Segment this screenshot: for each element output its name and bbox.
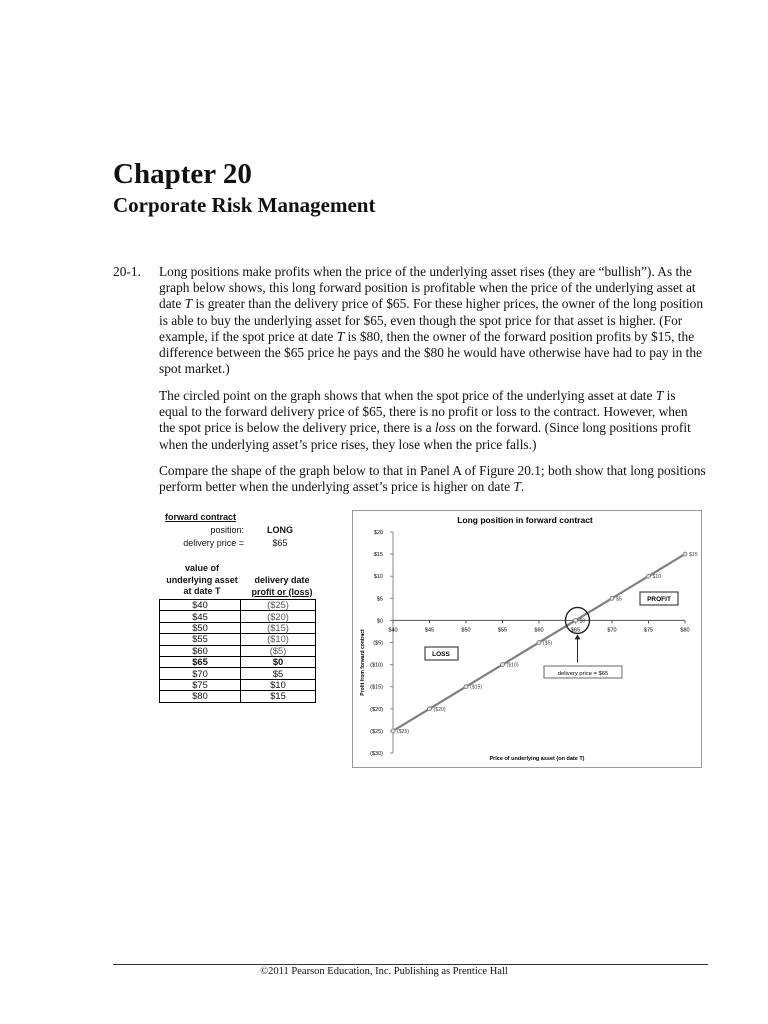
x-tick-label: $40 (388, 627, 398, 634)
footer-text: ©2011 Pearson Education, Inc. Publishing as Prentice Hall (260, 966, 508, 977)
paragraph-2: The circled point on the graph shows that when the spot price of the underlying asset at date T is equal to the forward delivery price of $65, there is no profit or loss to the contract. However, when the spot price is below the delivery price, there is a loss on the forward. (Since long positions profit when the underlying asset’s price rises, they lose when the price falls.) (159, 388, 691, 452)
y-tick-label: $5 (376, 596, 383, 603)
y-tick-label: ($30) (370, 751, 383, 757)
table-row: $75 $10 (160, 679, 316, 690)
data-point (537, 641, 541, 645)
col1-header: value of underlying asset at date T (166, 563, 238, 596)
x-axis-label: Price of underlying asset (on date T) (489, 756, 585, 762)
table-row: $55 ($10) (160, 634, 316, 645)
table-row: $70 $5 (160, 668, 316, 679)
question-number: 20-1. (113, 264, 141, 279)
x-tick-label: $70 (607, 627, 617, 634)
table-row: $50 ($15) (160, 622, 316, 633)
data-label: $15 (689, 552, 698, 559)
table-row: $60 ($5) (160, 645, 316, 656)
delivery-box-label: delivery price = $65 (557, 671, 609, 677)
x-tick-label: $65 (570, 627, 581, 634)
chart-svg (353, 511, 703, 769)
data-point (464, 685, 468, 689)
data-point (501, 663, 505, 667)
data-label: ($10) (506, 662, 519, 669)
y-tick-label: $20 (373, 530, 383, 536)
delivery-label: delivery price = (183, 538, 244, 548)
data-label: $0 (579, 618, 586, 625)
y-tick-label: ($20) (370, 706, 383, 713)
chapter-subtitle: Corporate Risk Management (113, 193, 376, 217)
delivery-arrow-head (575, 634, 581, 639)
data-point (610, 596, 614, 600)
profit-table (159, 599, 316, 703)
loss-box-label: LOSS (432, 651, 450, 658)
y-tick-label: ($10) (370, 662, 383, 669)
data-label: ($5) (543, 640, 553, 647)
table-row: $65 $0 (160, 656, 316, 667)
col2-header: delivery date profit or (loss) (251, 575, 313, 597)
forward-contract-chart (352, 510, 702, 768)
y-tick-label: ($25) (370, 728, 383, 735)
chart-title: Long position in forward contract (457, 515, 593, 525)
delivery-value: $65 (272, 538, 288, 548)
chapter-title: Chapter 20 (113, 158, 252, 190)
data-label: ($20) (433, 706, 446, 713)
table-row: $80 $15 (160, 691, 316, 702)
paragraph-1: Long positions make profits when the price of the underlying asset rises (they are “bullish”). As the graph below shows, this long forward position is profitable when the price of the underlying asset at date T is greater than the delivery price of $65. For these higher prices, the owner of the long position is able to buy the underlying asset for $65, even though the spot price for that asset is higher. (For example, if the spot price at date T is $80, then the owner of the forward position profits by $15, the difference between the $65 price he pays and the $80 he would have otherwise have had to pay in the spot market.) (159, 264, 704, 377)
x-tick-label: $45 (424, 627, 435, 634)
y-tick-label: $15 (373, 552, 383, 559)
paragraph-3: Compare the shape of the graph below to that in Panel A of Figure 20.1; both show that long positions perform better when the underlying asset’s price is higher on date T. (159, 463, 706, 495)
data-label: ($25) (397, 728, 410, 735)
x-tick-label: $75 (643, 627, 654, 634)
y-tick-label: $0 (376, 618, 383, 625)
data-point (574, 618, 578, 622)
x-tick-label: $60 (534, 627, 544, 634)
y-tick-label: ($15) (370, 684, 383, 691)
data-point (683, 552, 687, 556)
data-label: ($15) (470, 684, 483, 691)
contract-label: forward contract (165, 512, 237, 522)
y-axis-label: Profit from forward contract (360, 629, 366, 696)
position-value: LONG (267, 525, 293, 535)
position-label: position: (210, 525, 244, 535)
y-tick-label: $10 (373, 574, 383, 581)
x-tick-label: $55 (497, 627, 508, 634)
table-row: $40 ($25) (160, 600, 316, 611)
x-tick-label: $80 (680, 627, 690, 634)
footer-rule (113, 964, 708, 965)
table-row: $45 ($20) (160, 611, 316, 622)
profit-box-label: PROFIT (647, 596, 671, 603)
data-point (428, 707, 432, 711)
data-label: $5 (616, 596, 622, 603)
y-tick-label: ($5) (373, 640, 383, 647)
data-point (647, 574, 651, 578)
x-tick-label: $50 (461, 627, 471, 634)
data-label: $10 (652, 574, 662, 581)
data-point (391, 729, 395, 733)
